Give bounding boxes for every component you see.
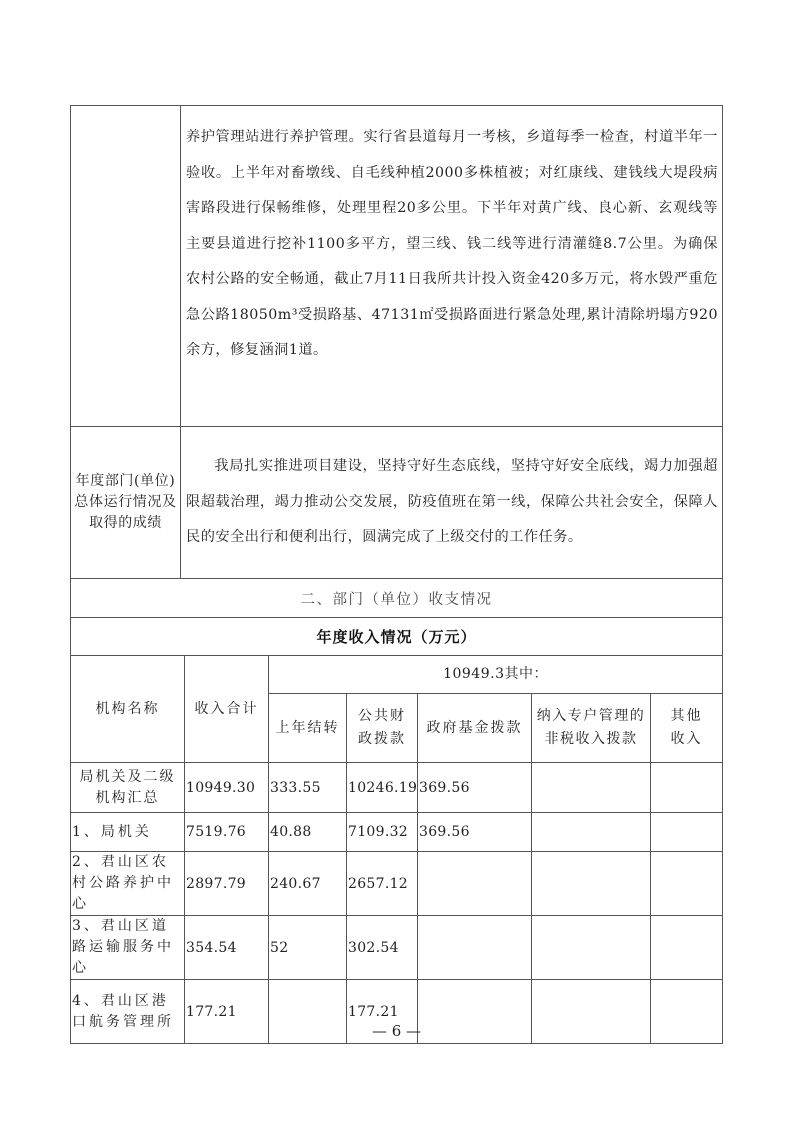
work-summary-table xyxy=(70,105,723,579)
continued-text: 养护管理站进行养护管理。实行省县道每月一考核，乡道每季一检查，村道半年一验收。上半年对畜墩线、自毛线种植2000多株植被；对红康线、建钱线大堤段病害路段进行保畅维修，处理里程20多公里。下半年对黄广线、良心新、玄观线等主要县道进行挖补1100多平方，望三线、钱二线等进行清灌缝8.7公里。为确保农村公路的安全畅通，截止7月11日我所共计投入资金420多万元，将水毁严重危急公路18050m³受损路基、47131㎡受损路面进行紧急处理,累计清除坍塌方920余方，修复涵洞1道。 xyxy=(181,106,723,427)
achievement-text: 我局扎实推进项目建设，坚持守好生态底线，坚持守好安全底线，竭力加强超限超载治理，竭力推动公交发展，防疫值班在第一线，保障公共社会安全，保障人民的安全出行和便利出行，圆满完成了上级交付的工作任务。 xyxy=(181,427,723,579)
row-gov-fund: 369.56 xyxy=(418,763,532,813)
table-row xyxy=(71,916,723,980)
row-non-tax xyxy=(532,852,651,916)
row-public-finance: 7109.32 xyxy=(347,813,418,852)
header-non-tax: 纳入专户管理的非税收入拨款 xyxy=(532,694,651,763)
table-row xyxy=(71,813,723,852)
row-other xyxy=(651,763,723,813)
table-title: 年度收入情况（万元） xyxy=(71,618,723,656)
row-name: 4、君山区港口航务管理所 xyxy=(71,980,185,1044)
row-name: 局机关及二级机构汇总 xyxy=(71,763,185,813)
row-carryover: 52 xyxy=(269,916,347,980)
header-carryover: 上年结转 xyxy=(269,694,347,763)
header-public-finance: 公共财政拨款 xyxy=(347,694,418,763)
row-other xyxy=(651,813,723,852)
row-non-tax xyxy=(532,813,651,852)
row-name: 1、局机关 xyxy=(71,813,185,852)
row-public-finance: 2657.12 xyxy=(347,852,418,916)
table-title-row xyxy=(71,618,723,656)
page-number: — 6 — xyxy=(371,1022,422,1040)
section-title-row xyxy=(71,579,723,618)
row-carryover: 333.55 xyxy=(269,763,347,813)
row-public-finance: 177.21 xyxy=(347,980,418,1044)
continued-row xyxy=(71,106,723,427)
table-row xyxy=(71,763,723,813)
section-title: 二、部门（单位）收支情况 xyxy=(71,579,723,618)
header-gov-fund: 政府基金拨款 xyxy=(418,694,532,763)
header-org-name: 机构名称 xyxy=(71,656,185,763)
row-total: 2897.79 xyxy=(185,852,269,916)
row-total: 7519.76 xyxy=(185,813,269,852)
table-row xyxy=(71,852,723,916)
header-breakdown: 10949.3其中： xyxy=(269,656,723,694)
row-name: 3、君山区道路运输服务中心 xyxy=(71,916,185,980)
row-carryover: 40.88 xyxy=(269,813,347,852)
header-row-1 xyxy=(71,656,723,694)
row-public-finance: 10246.19 xyxy=(347,763,418,813)
row-gov-fund xyxy=(418,852,532,916)
row-gov-fund xyxy=(418,916,532,980)
row-other xyxy=(651,852,723,916)
achievement-label: 年度部门(单位)总体运行情况及取得的成绩 xyxy=(71,427,181,579)
row-public-finance: 302.54 xyxy=(347,916,418,980)
header-other: 其他收入 xyxy=(651,694,723,763)
row-total: 10949.30 xyxy=(185,763,269,813)
achievement-row xyxy=(71,427,723,579)
row-non-tax xyxy=(532,763,651,813)
income-table xyxy=(70,578,723,1044)
row-total: 177.21 xyxy=(185,980,269,1044)
row-carryover: 240.67 xyxy=(269,852,347,916)
row-gov-fund: 369.56 xyxy=(418,813,532,852)
header-total: 收入合计 xyxy=(185,656,269,763)
continued-label-cell xyxy=(71,106,181,427)
row-non-tax xyxy=(532,916,651,980)
row-name: 2、君山区农村公路养护中心 xyxy=(71,852,185,916)
row-other xyxy=(651,916,723,980)
row-total: 354.54 xyxy=(185,916,269,980)
